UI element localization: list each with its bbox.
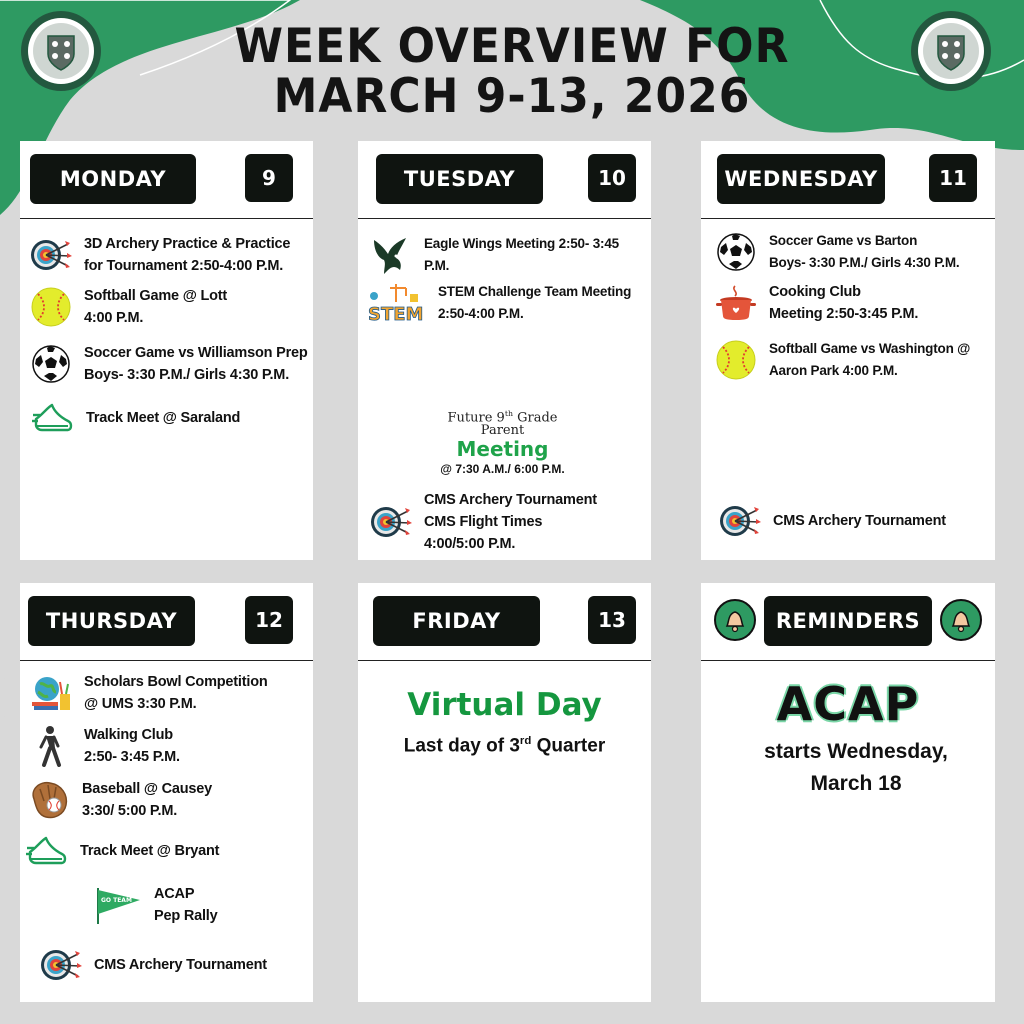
card-header [20, 583, 313, 661]
event-text: 3D Archery Practice & Practice [84, 236, 291, 252]
card-header [701, 141, 995, 219]
archery-target-icon [30, 234, 72, 276]
event-text: Boys- 3:30 P.M./ Girls 4:30 P.M. [84, 367, 290, 383]
future-line-parent: Parent [480, 423, 525, 439]
virtual-day-label: Virtual Day [407, 687, 602, 723]
event-text: Walking Club [84, 727, 173, 743]
future-meeting-word: Meeting [456, 437, 549, 462]
last-day-text [358, 735, 651, 757]
event-text: @ UMS 3:30 P.M. [84, 696, 197, 712]
event-text: 4:00/5:00 P.M. [424, 536, 516, 552]
event-text: Meeting 2:50-3:45 P.M. [769, 306, 919, 322]
bell-icon [939, 598, 983, 642]
event-item [366, 281, 631, 325]
event-text: Aaron Park 4:00 P.M. [769, 363, 898, 378]
event-text: CMS Archery Tournament [94, 957, 267, 973]
event-text: CMS Archery Tournament [773, 513, 946, 529]
title-line-1: WEEK OVERVIEW FOR [234, 18, 790, 74]
event-text: Eagle Wings Meeting 2:50- 3:45 [424, 236, 619, 251]
event-item [40, 944, 267, 986]
date-number: 9 [245, 154, 293, 202]
softball-icon [715, 339, 757, 381]
event-item [32, 397, 240, 439]
event-text: Soccer Game vs Barton [769, 233, 918, 248]
future-sup: th [504, 409, 513, 418]
archery-target-icon [719, 500, 761, 542]
event-text: Baseball @ Causey [82, 781, 213, 797]
last-day-sup: rd [519, 735, 532, 747]
acap-start-line-1: starts Wednesday, [764, 740, 948, 763]
wednesday-card [701, 141, 995, 560]
card-header [358, 583, 651, 661]
event-text: 2:50- 3:45 P.M. [84, 749, 180, 765]
eagle-icon [370, 234, 412, 276]
event-text: 3:30/ 5:00 P.M. [82, 803, 178, 819]
event-item [30, 285, 227, 329]
event-text: Softball Game @ Lott [84, 288, 228, 304]
event-text: STEM Challenge Team Meeting [438, 284, 632, 299]
future-parent-meeting [356, 407, 649, 477]
event-text: Soccer Game vs Williamson Prep [84, 345, 308, 361]
event-text: Softball Game vs Washington @ [769, 341, 971, 356]
card-header [20, 141, 313, 219]
reminders-label: REMINDERS [764, 596, 932, 646]
event-text: Cooking Club [769, 284, 861, 300]
event-text: Track Meet @ Saraland [86, 410, 241, 426]
day-label: TUESDAY [376, 154, 543, 204]
day-label: WEDNESDAY [717, 154, 885, 204]
running-shoe-icon [32, 397, 74, 439]
thursday-card [20, 583, 313, 1002]
bell-icon [713, 598, 757, 642]
card-header [358, 141, 651, 219]
monday-card [20, 141, 313, 560]
card-header [701, 583, 995, 661]
acap-heading: ACAP [776, 677, 920, 731]
reminders-card [701, 583, 995, 1002]
event-item [28, 778, 212, 822]
event-text: ACAP [154, 886, 195, 902]
event-item [715, 281, 918, 325]
event-text: CMS Flight Times [424, 514, 543, 530]
event-item [30, 671, 268, 715]
globe-books-icon [30, 672, 72, 714]
day-label: MONDAY [30, 154, 196, 204]
event-text: Boys- 3:30 P.M./ Girls 4:30 P.M. [769, 255, 960, 270]
date-number: 12 [245, 596, 293, 644]
running-shoe-icon [26, 830, 68, 872]
softball-icon [30, 286, 72, 328]
event-item [94, 883, 217, 927]
event-text: 2:50-4:00 P.M. [438, 306, 524, 321]
walking-person-icon [30, 725, 72, 767]
date-number: 11 [929, 154, 977, 202]
tuesday-card [358, 141, 651, 560]
event-item [26, 830, 219, 872]
event-text: for Tournament 2:50-4:00 P.M. [84, 258, 284, 274]
pennant-flag-icon [94, 884, 144, 926]
event-item [30, 724, 180, 768]
baseball-glove-icon [28, 779, 70, 821]
event-item [715, 338, 970, 382]
event-item [370, 233, 619, 277]
acap-start-line-2: March 18 [810, 772, 902, 795]
event-text: 4:00 P.M. [84, 310, 144, 326]
future-text: Future 9 [447, 410, 505, 426]
event-item [715, 230, 959, 274]
stem-icon-text: STEM [368, 304, 424, 324]
event-item [30, 233, 290, 277]
soccer-ball-icon [30, 343, 72, 385]
friday-card [358, 583, 651, 1002]
stem-icon [366, 282, 424, 324]
event-text: Track Meet @ Bryant [80, 843, 220, 859]
future-line-1 [356, 407, 649, 424]
pennant-text: GO TEAM [101, 897, 132, 904]
event-item [370, 489, 597, 555]
event-text: Pep Rally [154, 908, 218, 924]
day-label: THURSDAY [28, 596, 195, 646]
future-meeting-times: @ 7:30 A.M./ 6:00 P.M. [440, 462, 565, 477]
archery-target-icon [40, 944, 82, 986]
date-number: 13 [588, 596, 636, 644]
soccer-ball-icon [715, 231, 757, 273]
title-line-2: MARCH 9-13, 2026 [273, 68, 751, 124]
last-day-part: Quarter [531, 735, 606, 757]
page-title [0, 18, 1024, 124]
event-text: CMS Archery Tournament [424, 492, 597, 508]
cooking-pot-icon [715, 282, 757, 324]
last-day-part: Last day of 3 [403, 735, 520, 757]
date-number: 10 [588, 154, 636, 202]
archery-target-icon [370, 501, 412, 543]
event-item [719, 500, 946, 542]
future-text: Grade [512, 410, 558, 426]
event-text: P.M. [424, 258, 450, 273]
day-label: FRIDAY [373, 596, 540, 646]
event-text: Scholars Bowl Competition [84, 674, 268, 690]
event-item [30, 342, 308, 386]
